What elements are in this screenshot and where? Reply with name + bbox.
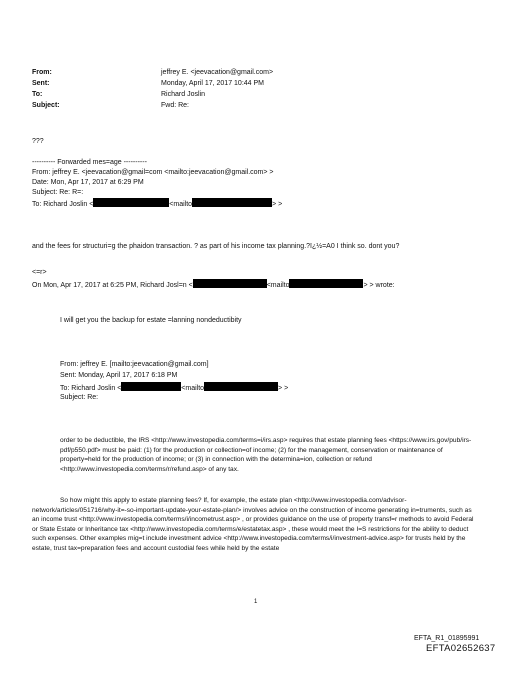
bates-number-large: EFTA02652637: [426, 643, 496, 654]
paragraph-estate-plan-text: So how might this apply to estate planning fees? If, for example, the estate plan <http://www.investopedia.com/advisor-network/articles/051716/why-it=-so-important-update-your-estate-plan/> involves advice on the construction of income generating in=truments, such as an income trust <http://www.investopedia.com/terms/i/incometrust.asp> , or provides guidance on the use of property transf=r methods to avoid Federal or State Estate or Inheritance tax <http://www.investopedia.com/terms/e/estatetax.asp> , these would meet the I=S restrictions for the ability to deduct such expenses. Other examples mig=t include investment advice <http://www.investopedia.com/terms/i/investment-advice.asp> for trusts held by the estate, trust tax=preparation fees and account custodial fees while held by the estate: [32, 497, 474, 552]
forwarded-date: Date: Mon, Apr 17, 2017 at 6:29 PM: [32, 179, 144, 186]
from-value: jeffrey E. <jeevacation@gmail.com>: [161, 69, 274, 76]
on-wrote-line: [32, 279, 395, 290]
from-label: From:: [32, 69, 52, 76]
quoted-to: [60, 382, 288, 393]
redaction-box: [193, 279, 267, 288]
quoted-to-suffix: > >: [278, 385, 289, 392]
quoted-to-prefix: To: Richard Joslin <: [60, 385, 122, 392]
on-wrote-prefix: On Mon, Apr 17, 2017 at 6:25 PM, Richard Josl=n <: [32, 282, 193, 289]
redaction-box: [93, 198, 169, 207]
forwarded-subject: Subject: Re: R=:: [32, 189, 84, 196]
bates-number-small: EFTA_R1_01895991: [414, 635, 480, 642]
sent-label: Sent:: [32, 80, 50, 87]
quoted-subject: Subject: Re:: [60, 394, 99, 401]
br-tag: <=r>: [32, 269, 47, 276]
on-wrote-mailto: <mailto: [266, 282, 290, 289]
forwarded-line: ---------- Forwarded mes=age ----------: [32, 159, 147, 166]
forwarded-to: [32, 198, 282, 209]
forwarded-from: From: jeffrey E. <jeevacation@gmail=com <mailto:jeevacation@gmail.com> >: [32, 169, 274, 176]
subject-label: Subject:: [32, 102, 60, 109]
to-label: To:: [32, 91, 43, 98]
subject-value: Fwd: Re:: [161, 102, 190, 109]
redaction-box: [192, 198, 272, 207]
fees-line: and the fees for structuri=g the phaidon transaction. ? as part of his income tax planning.?ï¿½=A0 I think so. dont you?: [32, 243, 400, 250]
backup-line: I will get you the backup for estate =lanning nondeductibity: [60, 317, 242, 324]
quoted-sent: Sent: Monday, April 17, 2017 6:18 PM: [60, 372, 178, 379]
redaction-box: [121, 382, 181, 391]
paragraph-deductible-text: order to be deductible, the IRS <http://www.investopedia.com/terms=i/irs.asp> requires that estate planning fees <https://www.irs.gov/pub/irs-pdf/p550.pdf> must be paid: (1) for the production or collection=of income; (2) for the management, conservation or maintenance of property=held for the production of income; or (3) in connection with the determina=ion, collection or refund <http://www.investopedia.com/terms/r/refund.asp> of any tax.: [60, 437, 472, 473]
forwarded-to-mailto: <mailto: [169, 201, 193, 208]
paragraph-estate-plan: [32, 496, 480, 553]
redaction-box: [204, 382, 278, 391]
quoted-to-mailto: <mailto: [181, 385, 205, 392]
on-wrote-suffix: > > wrote:: [363, 282, 395, 289]
to-value: Richard Joslin: [161, 91, 205, 98]
forwarded-to-suffix: > >: [272, 201, 283, 208]
paragraph-deductible: [60, 436, 480, 474]
redaction-box: [289, 279, 363, 288]
quoted-from: From: jeffrey E. [mailto:jeevacation@gmail.com]: [60, 361, 209, 368]
forwarded-to-prefix: To: Richard Joslin <: [32, 201, 94, 208]
page-number: 1: [254, 599, 258, 605]
sent-value: Monday, April 17, 2017 10:44 PM: [161, 80, 264, 87]
question-marks: ???: [32, 138, 44, 145]
